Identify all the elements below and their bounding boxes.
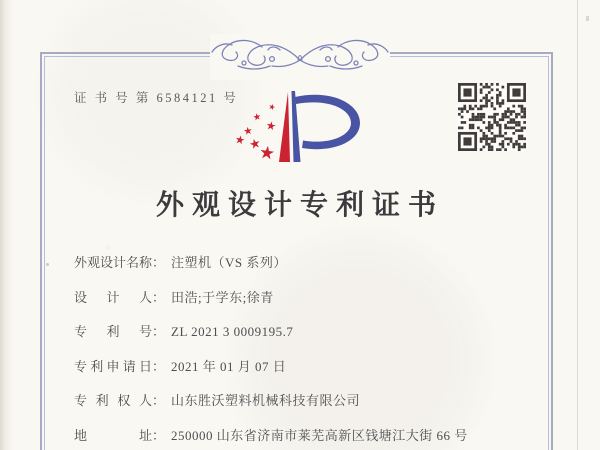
field-value: 250000 山东省济南市莱芜高新区钱塘江大街 66 号 (171, 427, 468, 443)
field-patent-number: 专利号： ZL 2021 3 0009195.7 (74, 321, 544, 340)
field-label: 外观设计名称 (74, 255, 153, 270)
field-patentee: 专利权人： 山东胜沃塑料机械科技有限公司 (74, 390, 544, 409)
scan-speckle (586, 16, 589, 21)
cnipa-logo-icon (228, 84, 380, 174)
field-value: 2021 年 01 月 07 日 (171, 358, 287, 374)
field-value: 山东胜沃塑料机械科技有限公司 (171, 393, 361, 409)
scan-paper-edge (577, 0, 578, 450)
field-design-name: 外观设计名称： 注塑机（VS 系列） (74, 252, 544, 271)
field-value: 注塑机（VS 系列） (171, 255, 287, 270)
qr-code (458, 83, 526, 151)
field-label: 设计人 (74, 289, 152, 305)
field-address: 地址： 250000 山东省济南市莱芜高新区钱塘江大街 66 号 (74, 425, 544, 444)
field-application-date: 专利申请日： 2021 年 01 月 07 日 (74, 356, 544, 375)
field-label: 专利号 (74, 324, 152, 340)
field-value: 田浩;于学东;徐青 (171, 289, 274, 305)
certificate-number: 证 书 号 第 6584121 号 (74, 91, 239, 105)
field-designers: 设计人： 田浩;于学东;徐青 (74, 287, 544, 306)
field-label: 专利申请日 (74, 358, 152, 374)
certificate-fields (74, 252, 544, 450)
border-flourish-ornament (210, 34, 390, 80)
field-label: 地址 (74, 427, 152, 443)
certificate-title: 外观设计专利证书 (155, 190, 444, 221)
field-value: ZL 2021 3 0009195.7 (171, 324, 294, 340)
field-label: 专利权人 (74, 393, 152, 409)
